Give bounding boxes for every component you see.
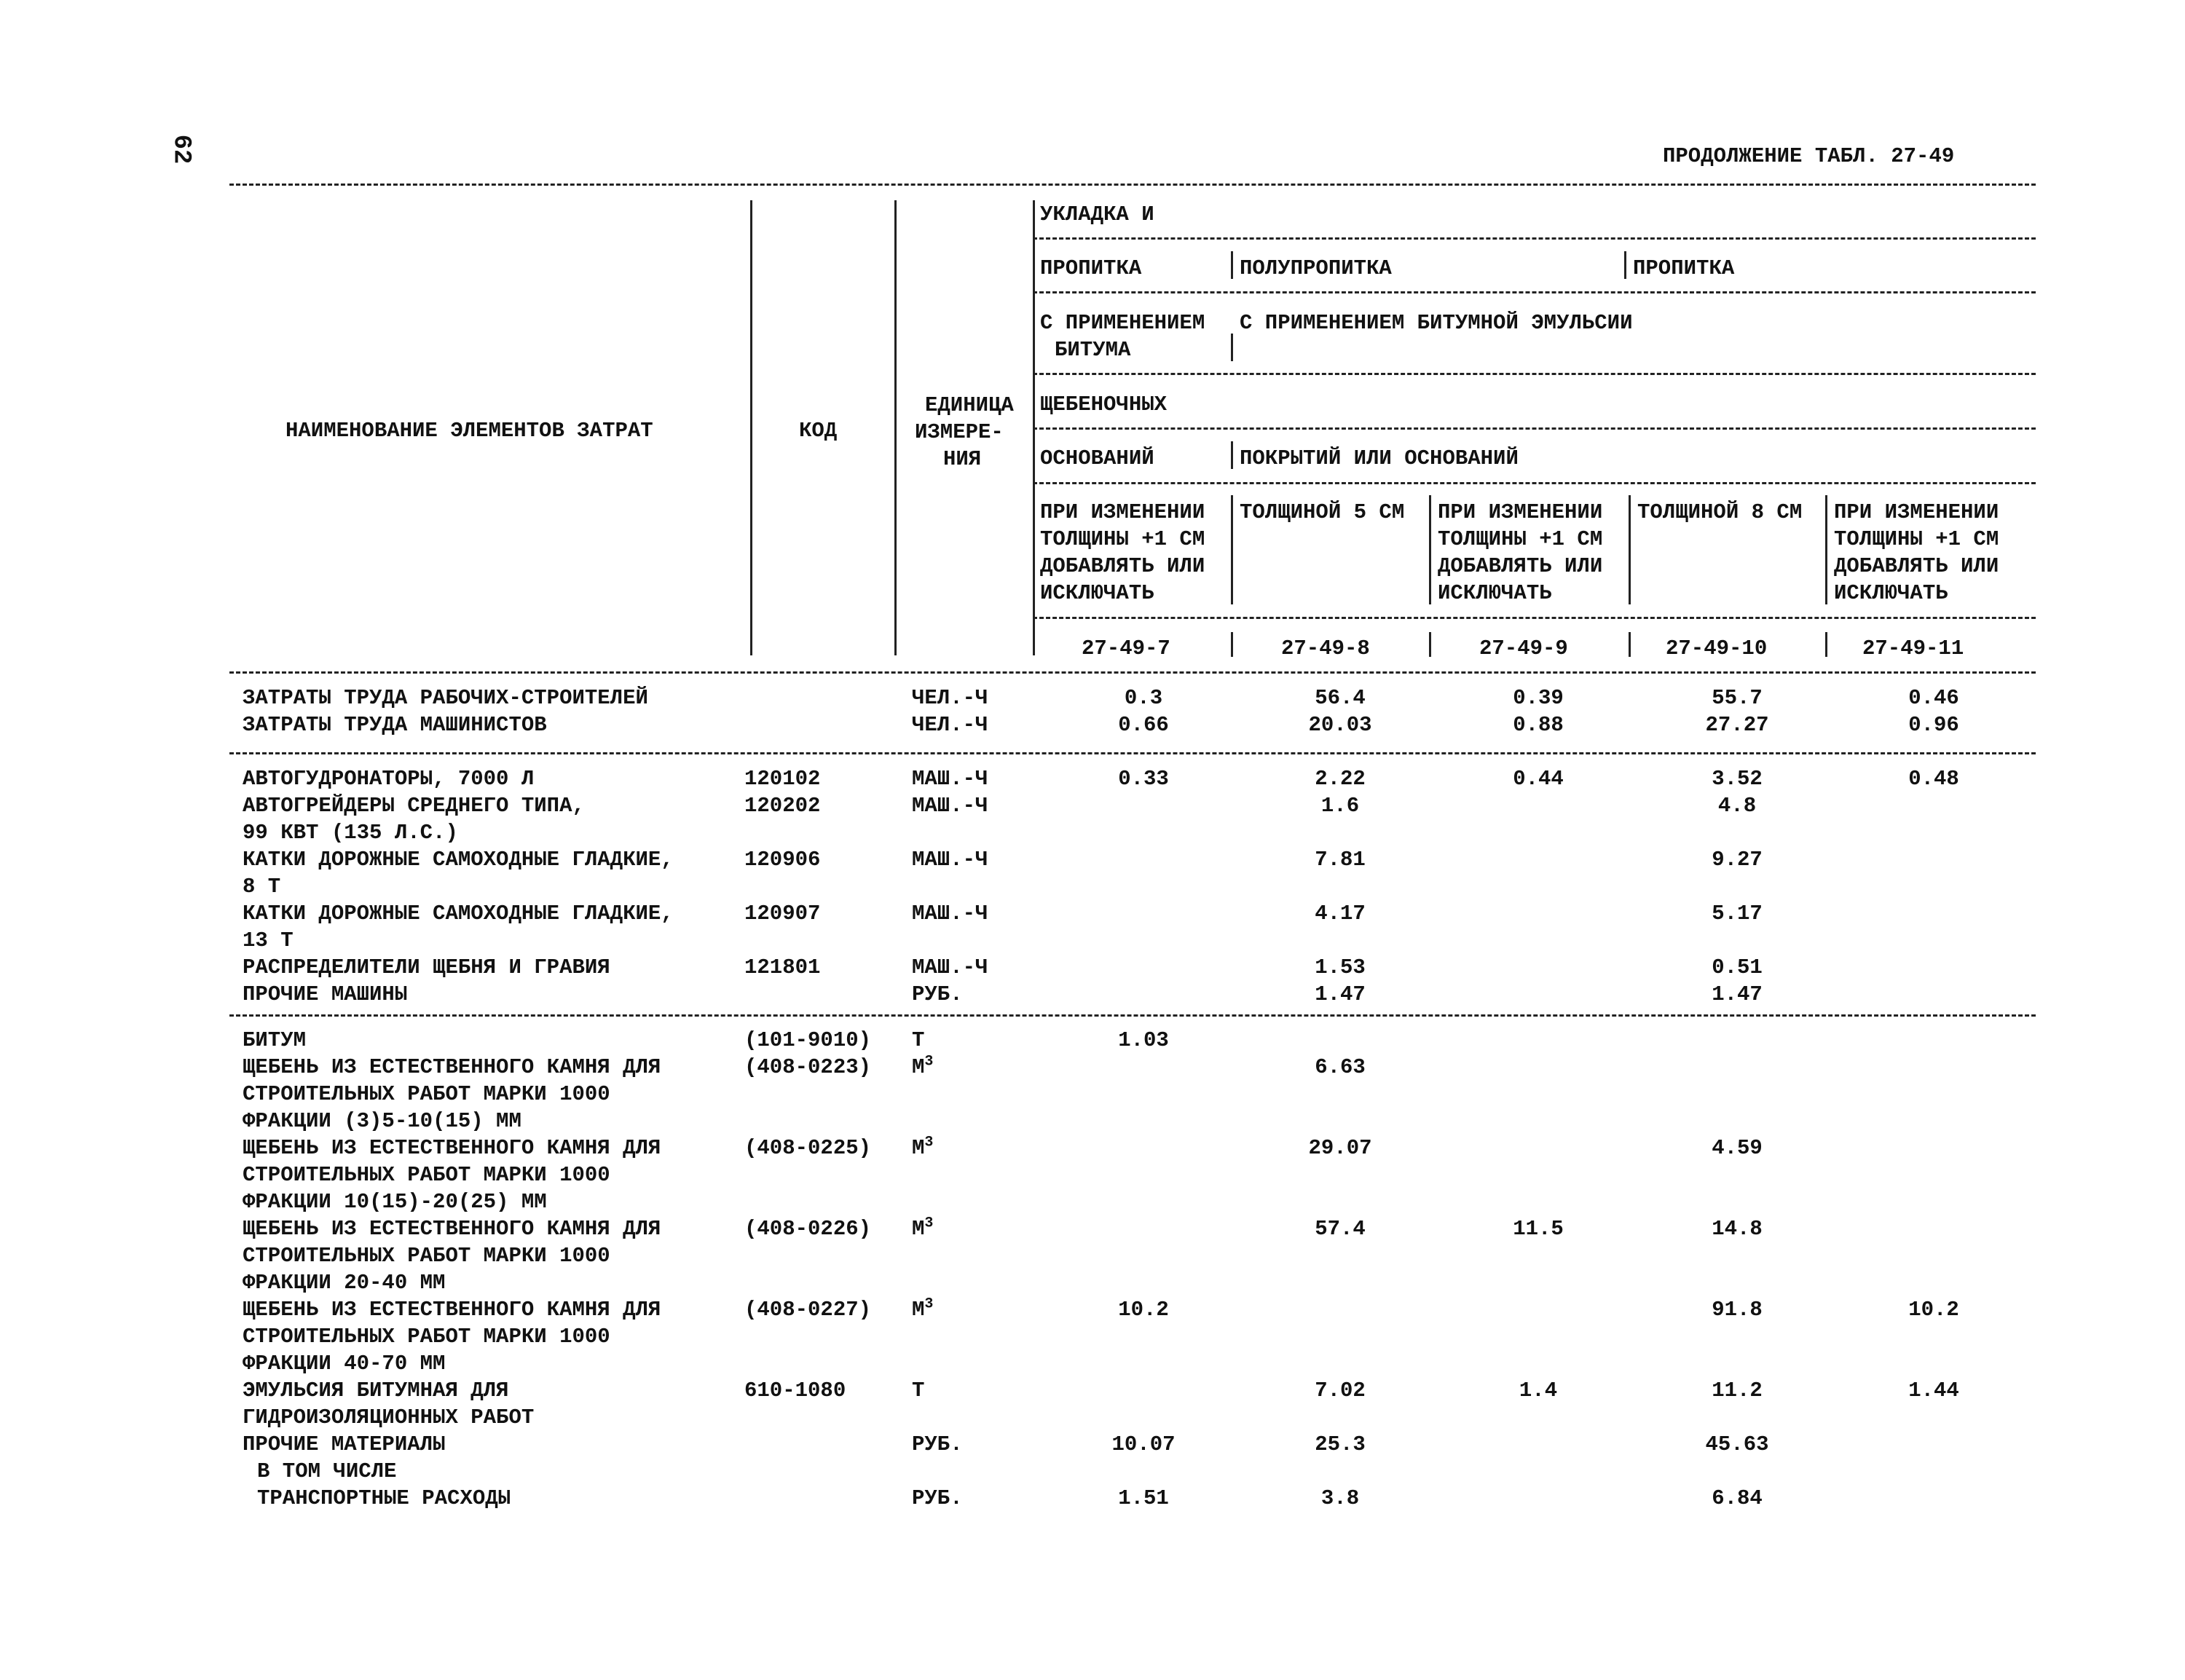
unit-text: Т [912, 1379, 925, 1403]
table-row [229, 1461, 2036, 1488]
element-name: ФРАКЦИИ 20-40 ММ [243, 1271, 446, 1295]
resource-code: (408-0225) [744, 1136, 872, 1160]
norm-value: 1.03 [1118, 1028, 1169, 1052]
header-rule-3 [1033, 373, 2036, 375]
unit-of-measure [912, 1053, 934, 1079]
table-row [229, 1326, 2036, 1353]
element-name: ТРАНСПОРТНЫЕ РАСХОДЫ [257, 1486, 511, 1510]
norm-value: 5.17 [1712, 902, 1763, 926]
resource-code: 120907 [744, 902, 821, 926]
header-unit-line: ИЗМЕРЕ- [915, 420, 1004, 444]
change-note-line: ДОБАВЛЯТЬ ИЛИ [1834, 554, 1999, 578]
table-row [229, 1164, 2036, 1191]
table-row [229, 1053, 2036, 1084]
element-name: ЗАТРАТЫ ТРУДА РАБОЧИХ-СТРОИТЕЛЕЙ [243, 686, 648, 710]
element-name: СТРОИТЕЛЬНЫХ РАБОТ МАРКИ 1000 [243, 1325, 610, 1349]
header-thickness-8cm: ТОЛЩИНОЙ 8 СМ [1637, 500, 1803, 524]
norm-value: 0.51 [1712, 955, 1763, 979]
page-number: 62 [167, 134, 195, 165]
table-row [229, 687, 2036, 714]
resource-code: (408-0227) [744, 1298, 872, 1322]
norm-value: 1.51 [1118, 1486, 1169, 1510]
element-name: РАСПРЕДЕЛИТЕЛИ ЩЕБНЯ И ГРАВИЯ [243, 955, 610, 979]
unit-superscript: 3 [924, 1053, 934, 1070]
unit-text: ЧЕЛ.-Ч [912, 713, 988, 737]
sep-l5-a [1231, 441, 1233, 469]
element-name: ЩЕБЕНЬ ИЗ ЕСТЕСТВЕННОГО КАМНЯ ДЛЯ [243, 1055, 661, 1079]
sep-code-b [1429, 632, 1431, 657]
unit-text: МАШ.-Ч [912, 767, 988, 791]
header-semi-impregnation: ПОЛУПРОПИТКА [1240, 256, 1392, 280]
unit-of-measure [912, 1030, 924, 1051]
norm-value: 1.6 [1320, 794, 1360, 818]
table-row [229, 714, 2036, 741]
table-row [229, 1084, 2036, 1111]
table-row [229, 822, 2036, 849]
header-coatings-or-bases: ПОКРЫТИЙ ИЛИ ОСНОВАНИЙ [1240, 446, 1519, 470]
resource-code: 120906 [744, 848, 821, 872]
header-code-column: КОД [799, 419, 838, 443]
change-note-line: ПРИ ИЗМЕНЕНИИ [1040, 500, 1205, 524]
norm-value: 0.44 [1513, 767, 1564, 791]
table-row [229, 1134, 2036, 1164]
element-name: 99 КВТ (135 Л.С.) [243, 821, 458, 845]
norm-value: 0.33 [1118, 767, 1169, 791]
header-impregnation-bitumen: ПРОПИТКА [1040, 256, 1142, 280]
unit-of-measure [912, 1296, 934, 1322]
resource-code: 120102 [744, 767, 821, 791]
unit-of-measure [912, 714, 988, 736]
table-row [229, 1434, 2036, 1461]
norm-value: 7.81 [1315, 848, 1366, 872]
header-bitumen: БИТУМА [1055, 338, 1131, 362]
unit-text: М [912, 1217, 925, 1241]
sep-l2-b [1624, 251, 1626, 279]
norm-value: 29.07 [1308, 1136, 1372, 1160]
norm-code-27-49-10: 27-49-10 [1666, 636, 1768, 660]
header-rule-6 [1033, 617, 2036, 619]
unit-of-measure [912, 1488, 963, 1509]
unit-text: Т [912, 1028, 925, 1052]
element-name: 13 Т [243, 928, 294, 953]
table-row [229, 1191, 2036, 1218]
header-bases: ОСНОВАНИЙ [1040, 446, 1154, 470]
header-rule-4 [1033, 427, 2036, 430]
unit-text: МАШ.-Ч [912, 794, 988, 818]
table-row [229, 1272, 2036, 1299]
norm-value: 6.63 [1315, 1055, 1366, 1079]
unit-superscript: 3 [924, 1296, 934, 1313]
unit-of-measure [912, 1434, 963, 1455]
header-crushed-stone: ЩЕБЕНОЧНЫХ [1040, 393, 1168, 417]
header-unit-line: ЕДИНИЦА [925, 393, 1014, 417]
element-name: ЩЕБЕНЬ ИЗ ЕСТЕСТВЕННОГО КАМНЯ ДЛЯ [243, 1298, 661, 1322]
unit-of-measure [912, 1380, 924, 1401]
element-name: ЭМУЛЬСИЯ БИТУМНАЯ ДЛЯ [243, 1379, 509, 1403]
table-row [229, 876, 2036, 903]
norm-value: 1.47 [1712, 982, 1763, 1006]
unit-superscript: 3 [924, 1134, 934, 1151]
change-note-line: ТОЛЩИНЫ +1 СМ [1438, 527, 1603, 551]
norm-value: 10.07 [1111, 1432, 1176, 1456]
table-row [229, 984, 2036, 1011]
header-name-column: НАИМЕНОВАНИЕ ЭЛЕМЕНТОВ ЗАТРАТ [286, 419, 653, 443]
norm-value: 56.4 [1315, 686, 1366, 710]
sep-l6-c [1629, 495, 1631, 604]
norm-value: 2.22 [1315, 767, 1366, 791]
table-row [229, 849, 2036, 876]
table-row [229, 1296, 2036, 1326]
table-row [229, 930, 2036, 957]
unit-text: М [912, 1136, 925, 1160]
resource-code: (408-0223) [744, 1055, 872, 1079]
header-col-sep-code [894, 200, 897, 655]
sep-code-c [1629, 632, 1631, 657]
norm-value: 1.4 [1519, 1379, 1558, 1403]
unit-of-measure [912, 903, 988, 924]
element-name: ЗАТРАТЫ ТРУДА МАШИНИСТОВ [243, 713, 547, 737]
table-row [229, 1380, 2036, 1407]
unit-text: МАШ.-Ч [912, 955, 988, 979]
change-note-line: ТОЛЩИНЫ +1 СМ [1040, 527, 1205, 551]
element-name: КАТКИ ДОРОЖНЫЕ САМОХОДНЫЕ ГЛАДКИЕ, [243, 848, 674, 872]
norm-code-27-49-8: 27-49-8 [1281, 636, 1370, 660]
unit-text: РУБ. [912, 982, 963, 1006]
norm-code-27-49-11: 27-49-11 [1862, 636, 1964, 660]
element-name: СТРОИТЕЛЬНЫХ РАБОТ МАРКИ 1000 [243, 1244, 610, 1268]
element-name: ПРОЧИЕ МАШИНЫ [243, 982, 408, 1006]
unit-of-measure [912, 768, 988, 789]
header-rule-5 [1033, 482, 2036, 484]
norm-value: 7.02 [1315, 1379, 1366, 1403]
header-col-sep-name [750, 200, 752, 655]
element-name: ЩЕБЕНЬ ИЗ ЕСТЕСТВЕННОГО КАМНЯ ДЛЯ [243, 1136, 661, 1160]
norm-value: 6.84 [1712, 1486, 1763, 1510]
norm-value: 3.52 [1712, 767, 1763, 791]
element-name: СТРОИТЕЛЬНЫХ РАБОТ МАРКИ 1000 [243, 1163, 610, 1187]
element-name: АВТОГУДРОНАТОРЫ, 7000 Л [243, 767, 535, 791]
table-row [229, 1488, 2036, 1515]
norm-value: 57.4 [1315, 1217, 1366, 1241]
change-note-line: ИСКЛЮЧАТЬ [1040, 581, 1154, 605]
sep-l3-a [1231, 334, 1233, 361]
norm-value: 14.8 [1712, 1217, 1763, 1241]
norm-value: 45.63 [1705, 1432, 1769, 1456]
resource-code: 120202 [744, 794, 821, 818]
change-note-line: ДОБАВЛЯТЬ ИЛИ [1438, 554, 1603, 578]
norm-value: 3.8 [1320, 1486, 1360, 1510]
element-name: В ТОМ ЧИСЛЕ [257, 1459, 397, 1483]
header-unit-line: НИЯ [943, 447, 982, 471]
header-rule-1 [1033, 237, 2036, 240]
labor-section-rule [229, 752, 2036, 754]
norm-value: 0.88 [1513, 713, 1564, 737]
change-note-line: ИСКЛЮЧАТЬ [1834, 581, 1948, 605]
norm-value: 4.17 [1315, 902, 1366, 926]
sep-l6-d [1825, 495, 1827, 604]
change-note-line: ПРИ ИЗМЕНЕНИИ [1834, 500, 1999, 524]
unit-text: М [912, 1298, 925, 1322]
header-with-application: С ПРИМЕНЕНИЕМ [1040, 311, 1205, 335]
sep-l6-b [1429, 495, 1431, 604]
header-bitumen-emulsion: С ПРИМЕНЕНИЕМ БИТУМНОЙ ЭМУЛЬСИИ [1240, 311, 1633, 335]
norm-value: 1.47 [1315, 982, 1366, 1006]
norm-value: 10.2 [1118, 1298, 1169, 1322]
unit-of-measure [912, 957, 988, 978]
unit-text: МАШ.-Ч [912, 902, 988, 926]
unit-text: М [912, 1055, 925, 1079]
sep-l2-a [1231, 251, 1233, 279]
norm-value: 1.53 [1315, 955, 1366, 979]
norm-value: 11.5 [1513, 1217, 1564, 1241]
element-name: ФРАКЦИИ 40-70 ММ [243, 1352, 446, 1376]
sep-code-d [1825, 632, 1827, 657]
table-row [229, 795, 2036, 822]
sep-code-a [1231, 632, 1233, 657]
element-name: ФРАКЦИИ (3)5-10(15) ММ [243, 1109, 521, 1133]
table-top-rule [229, 184, 2036, 186]
element-name: СТРОИТЕЛЬНЫХ РАБОТ МАРКИ 1000 [243, 1082, 610, 1106]
table-row [229, 1030, 2036, 1057]
unit-of-measure [912, 1215, 934, 1241]
unit-of-measure [912, 795, 988, 816]
norm-value: 0.66 [1118, 713, 1169, 737]
table-row [229, 957, 2036, 984]
resource-code: (101-9010) [744, 1028, 872, 1052]
norm-value: 11.2 [1712, 1379, 1763, 1403]
norm-code-27-49-7: 27-49-7 [1082, 636, 1170, 660]
norm-value: 4.59 [1712, 1136, 1763, 1160]
unit-of-measure [912, 687, 988, 709]
unit-text: РУБ. [912, 1432, 963, 1456]
norm-value: 0.3 [1124, 686, 1163, 710]
unit-of-measure [912, 1134, 934, 1160]
resource-code: 610-1080 [744, 1379, 846, 1403]
resource-code: (408-0226) [744, 1217, 872, 1241]
table-row [229, 1215, 2036, 1245]
norm-value: 9.27 [1712, 848, 1763, 872]
element-name: ЩЕБЕНЬ ИЗ ЕСТЕСТВЕННОГО КАМНЯ ДЛЯ [243, 1217, 661, 1241]
unit-text: ЧЕЛ.-Ч [912, 686, 988, 710]
norm-value: 0.39 [1513, 686, 1564, 710]
norm-value: 0.48 [1908, 767, 1959, 791]
norm-code-27-49-9: 27-49-9 [1479, 636, 1568, 660]
header-impregnation-emulsion: ПРОПИТКА [1633, 256, 1735, 280]
resource-code: 121801 [744, 955, 821, 979]
norm-value: 20.03 [1308, 713, 1372, 737]
unit-text: МАШ.-Ч [912, 848, 988, 872]
norm-value: 0.46 [1908, 686, 1959, 710]
element-name: ГИДРОИЗОЛЯЦИОННЫХ РАБОТ [243, 1405, 535, 1429]
element-name: 8 Т [243, 875, 281, 899]
change-note-line: ТОЛЩИНЫ +1 СМ [1834, 527, 1999, 551]
header-level1: УКЛАДКА И [1040, 202, 1154, 226]
change-note-line: ДОБАВЛЯТЬ ИЛИ [1040, 554, 1205, 578]
norm-value: 55.7 [1712, 686, 1763, 710]
norm-value: 1.44 [1908, 1379, 1959, 1403]
norm-value: 91.8 [1712, 1298, 1763, 1322]
table-row [229, 1407, 2036, 1434]
table-row [229, 768, 2036, 795]
norm-value: 27.27 [1705, 713, 1769, 737]
header-rule-2 [1033, 291, 2036, 293]
unit-superscript: 3 [924, 1215, 934, 1232]
unit-of-measure [912, 984, 963, 1005]
table-row [229, 1111, 2036, 1137]
norm-value: 25.3 [1315, 1432, 1366, 1456]
norm-value: 10.2 [1908, 1298, 1959, 1322]
machines-section-rule [229, 1014, 2036, 1017]
unit-of-measure [912, 849, 988, 870]
change-note-line: ИСКЛЮЧАТЬ [1438, 581, 1552, 605]
element-name: ФРАКЦИИ 10(15)-20(25) ММ [243, 1190, 547, 1214]
norm-value: 0.96 [1908, 713, 1959, 737]
table-row [229, 903, 2036, 930]
header-bottom-rule [229, 671, 2036, 674]
unit-text: РУБ. [912, 1486, 963, 1510]
header-thickness-5cm: ТОЛЩИНОЙ 5 СМ [1240, 500, 1405, 524]
sep-l6-a [1231, 495, 1233, 604]
norm-value: 4.8 [1717, 794, 1757, 818]
table-continuation-title: ПРОДОЛЖЕНИЕ ТАБЛ. 27-49 [1663, 144, 1955, 168]
element-name: БИТУМ [243, 1028, 307, 1052]
element-name: ПРОЧИЕ МАТЕРИАЛЫ [243, 1432, 446, 1456]
element-name: КАТКИ ДОРОЖНЫЕ САМОХОДНЫЕ ГЛАДКИЕ, [243, 902, 674, 926]
element-name: АВТОГРЕЙДЕРЫ СРЕДНЕГО ТИПА, [243, 794, 585, 818]
change-note-line: ПРИ ИЗМЕНЕНИИ [1438, 500, 1603, 524]
table-row [229, 1353, 2036, 1380]
table-row [229, 1245, 2036, 1272]
